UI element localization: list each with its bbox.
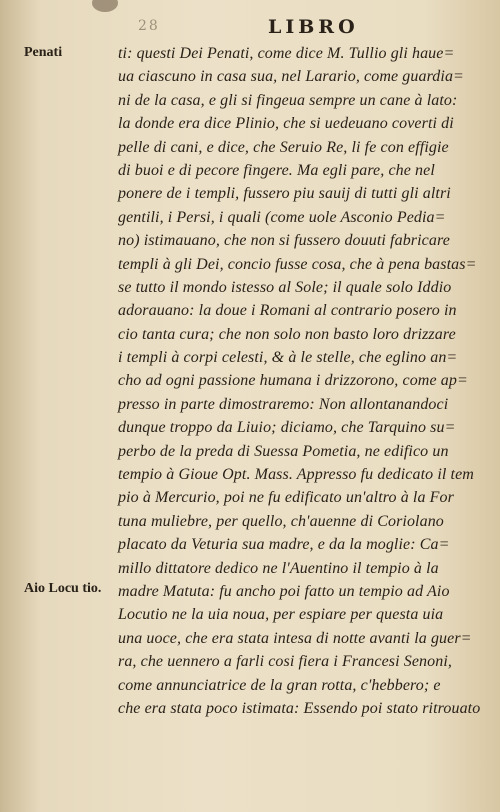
text-line: Locutio ne la uia noua, per espiare per questa uia (118, 606, 444, 624)
text-line: adorauano: la doue i Romani al contrario posero in (118, 302, 457, 320)
text-line: tempio à Gioue Opt. Mass. Appresso fu dedicato il tem (118, 466, 474, 484)
margin-note-aio-locutio: Aio Locu tio. (24, 581, 102, 596)
text-line: millo dittatore dedico ne l'Auentino il tempio à la (118, 559, 439, 577)
text-line: dunque troppo da Liuio; diciamo, che Tarquino su= (118, 419, 456, 437)
text-line: tuna muliebre, per quello, ch'auenne di Coriolano (118, 512, 444, 530)
text-line: no) istimauano, che non si fussero douuti fabricare (118, 232, 450, 250)
margin-note-penati: Penati (24, 45, 63, 60)
text-line: perbo de la preda di Suessa Pometia, ne edifico un (118, 442, 449, 460)
text-line: i templi à corpi celesti, & à le stelle, che eglino an= (118, 349, 458, 367)
text-line: se tutto il mondo istesso al Sole; il quale solo Iddio (118, 278, 452, 296)
text-line: cio tanta cura; che non solo non basto loro drizzare (118, 325, 456, 343)
text-line: ra, che uennero a farli cosi fiera i Francesi Senoni, (118, 653, 452, 671)
body-text (118, 42, 484, 720)
text-line: di buoi e di pecore fingere. Ma egli pare, che nel (118, 161, 435, 179)
running-head: LIBRO (268, 16, 359, 38)
text-line: una uoce, che era stata intesa di notte avanti la guer= (118, 629, 472, 647)
ink-stain (92, 0, 118, 12)
text-line: ponere de i templi, fussero piu sauij di tutti gli altri (118, 185, 451, 203)
page-header (0, 16, 500, 38)
text-line: ti: questi Dei Penati, come dice M. Tullio gli haue= (118, 45, 455, 62)
text-line: templi à gli Dei, concio fusse cosa, che à pena bastas= (118, 255, 477, 273)
text-line: come annunciatrice de la gran rotta, c'hebbero; e (118, 676, 441, 694)
text-line: ni de la casa, e gli si fingeua sempre un cane à lato: (118, 91, 458, 109)
text-line: pio à Mercurio, poi ne fu edificato un'altro à la For (118, 489, 454, 507)
text-line: cho ad ogni passione humana i drizzorono, come ap= (118, 372, 468, 390)
text-line: ua ciascuno in casa sua, nel Larario, come guardia= (118, 68, 464, 86)
text-line: la donde era dice Plinio, che si uedeuano coverti di (118, 115, 454, 133)
text-line: madre Matuta: fu ancho poi fatto un tempio ad Aio (118, 582, 450, 600)
text-line: presso in parte dimostraremo: Non allontanandoci (118, 395, 449, 413)
text-line: che era stata poco istimata: Essendo poi stato ritrouato (118, 699, 481, 717)
page-number: 28 (138, 18, 160, 34)
text-line: pelle di cani, e dice, che Seruio Re, li fe con effigie (118, 138, 449, 156)
text-line: placato da Veturia sua madre, e da la moglie: Ca= (118, 536, 450, 554)
text-line: gentili, i Persi, i quali (come uole Asconio Pedia= (118, 208, 446, 226)
